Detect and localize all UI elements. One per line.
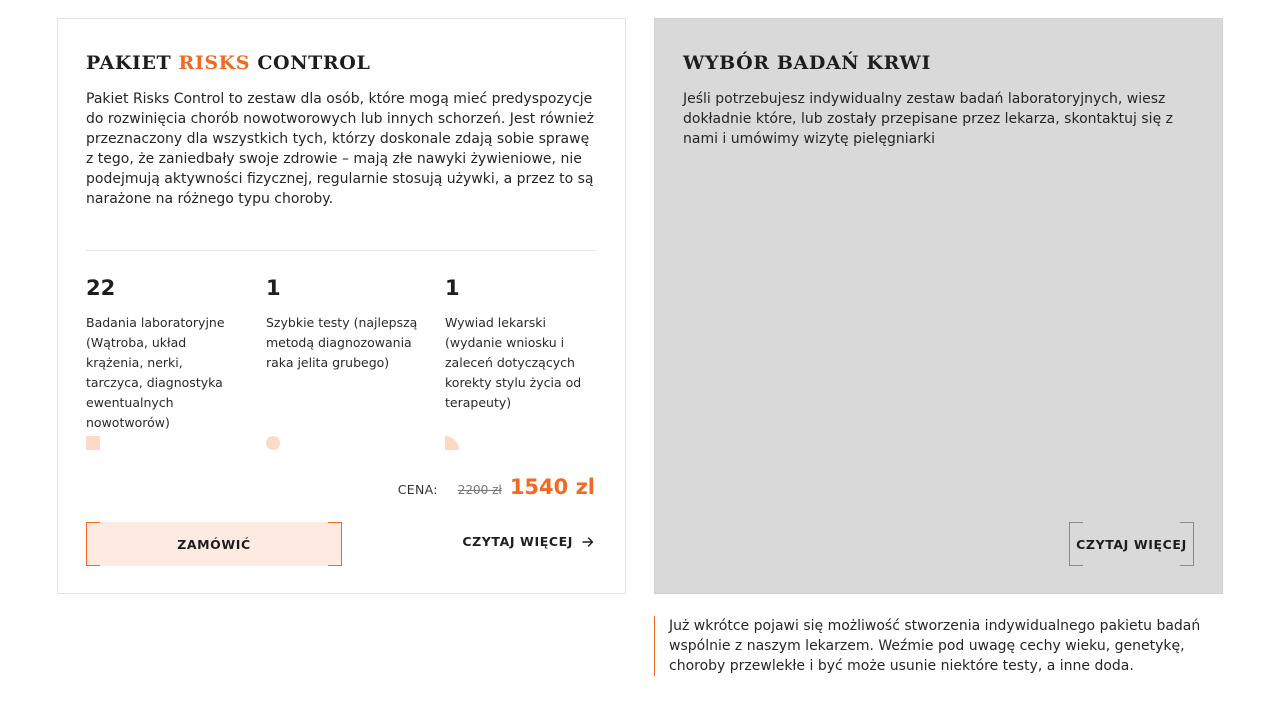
read-more-link[interactable] — [462, 534, 595, 549]
bracket-right-icon — [328, 522, 342, 566]
arrow-right-icon — [581, 535, 595, 549]
stat-number: 22 — [86, 276, 116, 300]
blood-card-description: Jeśli potrzebujesz indywidualny zestaw badań laboratoryjnych, wiesz dokładnie które, lub zostały przepisane przez lekarza, skontaktuj się z nami i umówimy wizytę pielęgniarki — [683, 91, 1173, 147]
order-button[interactable] — [86, 522, 342, 566]
quarter-circle-shape-icon — [445, 436, 459, 450]
bracket-right-icon — [1180, 522, 1194, 566]
custom-package-note: Już wkrótce pojawi się możliwość stworzenia indywidualnego pakietu badań wspólnie z naszym lekarzem. Weźmie pod uwagę cechy wieku, genetykę, choroby przewlekłe i być może usunie niektóre testy, a inne doda. — [654, 616, 1214, 676]
square-shape-icon — [86, 436, 100, 450]
stat-label: Szybkie testy (najlepszą metodą diagnozowania raka jelita grubego) — [266, 315, 418, 370]
price-label: CENA: — [397, 482, 438, 497]
read-more-label: CZYTAJ WIĘCEJ — [462, 534, 573, 549]
stat-medical-interview — [445, 275, 605, 413]
read-more-button-label: CZYTAJ WIĘCEJ — [1076, 536, 1187, 552]
risks-control-card — [57, 18, 626, 594]
stat-label: Badania laboratoryjne (Wątroba, układ krążenia, nerki, tarczyca, diagnostyka ewentualnych nowotworów) — [86, 315, 225, 430]
current-price: 1540 zl — [509, 475, 595, 499]
blood-tests-card — [654, 18, 1223, 594]
read-more-button[interactable] — [1069, 522, 1194, 566]
price-row — [398, 475, 595, 499]
stat-lab-tests — [86, 275, 246, 433]
bracket-left-icon — [1069, 522, 1083, 566]
bracket-left-icon — [86, 522, 100, 566]
divider — [86, 250, 596, 251]
stat-label: Wywiad lekarski (wydanie wniosku i zaleceń dotyczących korekty stylu życia od terapeuty) — [445, 315, 582, 410]
title-suffix: CONTROL — [250, 52, 371, 74]
risks-card-title — [86, 52, 370, 74]
stat-number: 1 — [266, 276, 281, 300]
blood-card-title: WYBÓR BADAŃ KRWI — [683, 52, 931, 74]
circle-shape-icon — [266, 436, 280, 450]
risks-card-description: Pakiet Risks Control to zestaw dla osób, które mogą mieć predyspozycje do rozwinięcia chorób nowotworowych lub innych schorzeń. Jest również przeznaczony dla wszystkich tych, którzy doskonale zdają sobie sprawę z tego, że zaniedbały swoje zdrowie – mają złe nawyki żywieniowe, nie podejmują aktywności fizycznej, regularnie stosują używki, a przez to są narażone na różnego typu choroby. — [86, 91, 594, 207]
title-prefix: PAKIET — [86, 52, 179, 74]
stat-number: 1 — [445, 276, 460, 300]
stat-quick-tests — [266, 275, 426, 373]
old-price: 2200 zł — [457, 483, 502, 497]
order-button-label: ZAMÓWIĆ — [177, 536, 251, 552]
title-accent: RISKS — [178, 52, 251, 74]
